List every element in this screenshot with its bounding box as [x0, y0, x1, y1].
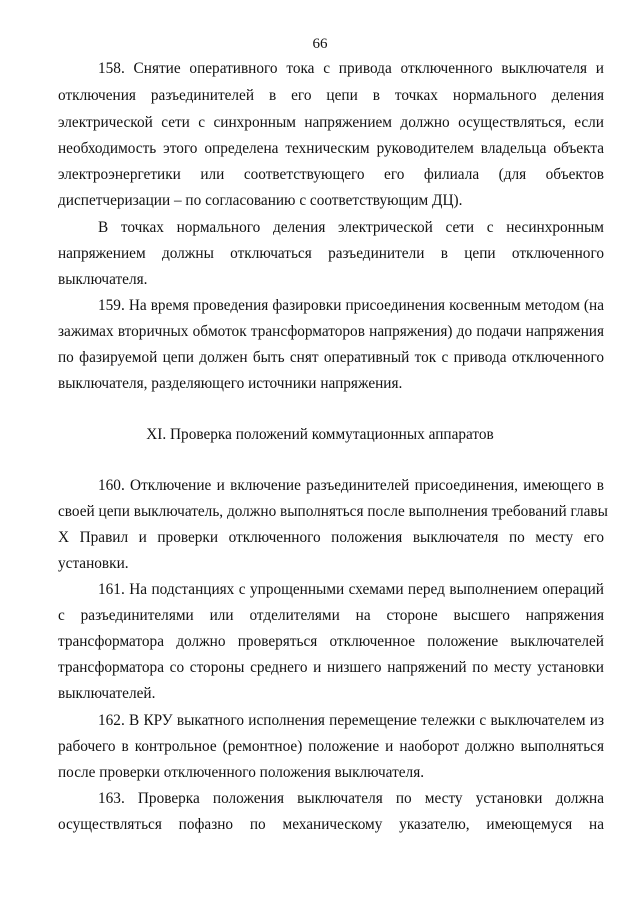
paragraph-160-line: X Правил и проверки отключенного положения выключателя по месту его	[58, 529, 604, 546]
paragraph-159-line: по фазируемой цепи должен быть снят оперативный ток с привода отключенного	[58, 349, 604, 366]
paragraph-158b-line: выключателя.	[58, 271, 148, 288]
paragraph-158-line: электроэнергетики или соответствующего его филиала (для объектов	[58, 166, 604, 183]
section-heading: XI. Проверка положений коммутационных аппаратов	[146, 426, 494, 443]
paragraph-158-line: 158. Снятие оперативного тока с привода отключенного выключателя и	[98, 60, 604, 77]
paragraph-161-line: с разъединителями или отделителями на стороне высшего напряжения	[58, 607, 604, 624]
paragraph-158b-line: В точках нормального деления электрической сети с несинхронным	[98, 219, 604, 236]
paragraph-160-line: своей цепи выключатель, должно выполняться после выполнения требований главы	[58, 503, 608, 520]
paragraph-162-line: после проверки отключенного положения выключателя.	[58, 764, 425, 781]
paragraph-160-line: 160. Отключение и включение разъединителей присоединения, имеющего в	[98, 477, 604, 494]
paragraph-160-line: установки.	[58, 555, 129, 572]
paragraph-158-line: необходимость этого определена техническим руководителем владельца объекта	[58, 140, 604, 157]
paragraph-159-line: 159. На время проведения фазировки присоединения косвенным методом (на	[98, 297, 604, 314]
paragraph-161-line: трансформатора должно проверяться отключенное положение выключателей	[58, 633, 604, 650]
paragraph-162-line: рабочего в контрольное (ремонтное) положение и наоборот должно выполняться	[58, 738, 604, 755]
paragraph-158-line: электрической сети с синхронным напряжением должно осуществляться, если	[58, 114, 604, 131]
paragraph-162-line: 162. В КРУ выкатного исполнения перемещение тележки с выключателем из	[98, 712, 604, 729]
paragraph-159-line: выключателя, разделяющего источники напряжения.	[58, 375, 403, 392]
paragraph-159-line: зажимах вторичных обмоток трансформаторов напряжения) до подачи напряжения	[58, 323, 604, 340]
paragraph-158-line: диспетчеризации – по согласованию с соответствующим ДЦ).	[58, 192, 463, 209]
paragraph-163-line: 163. Проверка положения выключателя по месту установки должна	[98, 790, 604, 807]
paragraph-163-line: осуществляться пофазно по механическому указателю, имеющемуся на	[58, 816, 604, 833]
paragraph-161-line: выключателей.	[58, 685, 156, 702]
paragraph-161-line: 161. На подстанциях с упрощенными схемами перед выполнением операций	[98, 581, 604, 598]
paragraph-161-line: трансформатора со стороны среднего и низшего напряжений по месту установки	[58, 659, 604, 676]
page-number: 66	[312, 36, 328, 52]
paragraph-158b-line: напряжением должны отключаться разъединители в цепи отключенного	[58, 245, 604, 262]
paragraph-158-line: отключения разъединителей в его цепи в точках нормального деления	[58, 87, 604, 104]
